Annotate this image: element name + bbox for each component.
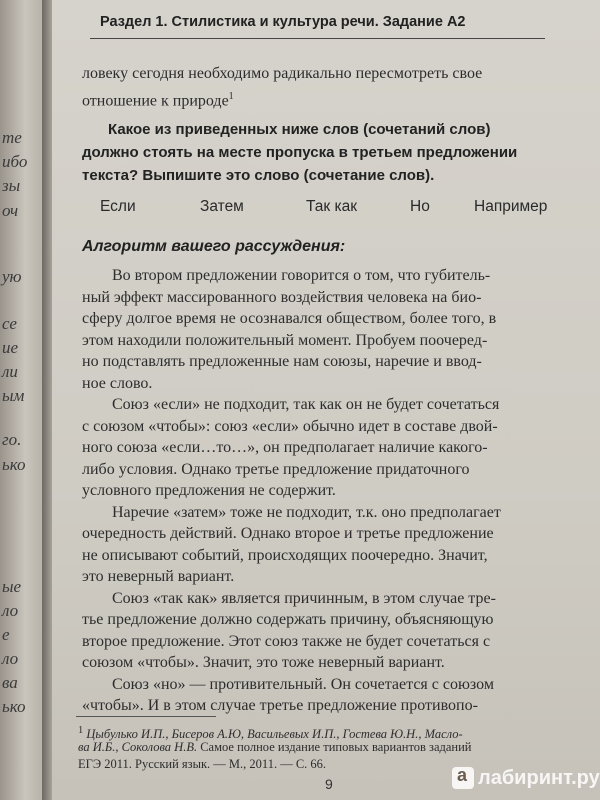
book-gutter [42,0,52,800]
paragraph-line: Союз «если» не подходит, так как он не будет сочетаться [112,396,500,413]
paragraph-line: Наречие «затем» тоже не подходит, т.к. оно предполагает [112,503,501,521]
answer-option: Если [100,198,136,215]
paragraph-line: ный эффект массированного воздействия человека на био- [82,288,482,306]
left-page-fragment: е [2,625,10,644]
header-divider [90,38,545,39]
paragraph-line: Во втором предложении говорится о том, что губитель- [112,267,491,284]
left-page-fragment: те [2,128,22,147]
left-page-fragment: ие [2,338,19,357]
left-page-fragment: ую [2,267,22,286]
left-page-fragment: ым [2,386,25,405]
algorithm-heading: Алгоритм вашего рассуждения: [82,238,346,255]
footnote-authors: ва И.Б., Соколова Н.В. [78,740,198,754]
footnote-title: Самое полное издание типовых вариантов заданий [197,740,472,754]
paragraph-line: сферу долгое время не осознавался обществом, более того, в [82,310,497,327]
left-page-fragment: ибо [2,152,28,171]
footnote-line: ЕГЭ 2011. Русский язык. — М., 2011. — С. 66. [78,757,327,771]
paragraph-line: тье предложение должно содержать причину, объясняющую [82,611,494,628]
answer-option: Например [474,198,548,215]
left-page-fragment: ло [2,601,19,620]
paragraph-line: это неверный вариант. [82,568,235,585]
labirint-logo-icon [452,767,474,789]
paragraph-line: условного предложения не содержит. [82,482,336,499]
footnote-line [78,739,472,756]
paragraph-line: не описывают событий, происходящих поочередно. Значит, [82,546,488,564]
running-header: Раздел 1. Стилистика и культура речи. Задание А2 [100,14,466,30]
paragraph-line: ного союза «если…то…», он предполагает наличие какого- [82,439,488,456]
paragraph-line: но подставлять предложенные нам союзы, наречие и ввод- [82,353,482,370]
paragraph-line: этом находили положительный момент. Пробуем поочеред- [82,331,488,349]
watermark [452,758,600,798]
footnote-mark: 1 [78,725,84,736]
left-page-edge [0,0,42,800]
paragraph-line: либо условия. Однако третье предложение придаточного [82,460,470,478]
answer-option: Но [410,198,430,215]
left-page-fragment: ва [2,673,18,692]
question-line: должно стоять на месте пропуска в третьем предложении [82,144,518,161]
watermark-text: лабиринт.ру [478,766,600,789]
footnote-authors: Цыбулько И.П., Бисеров А.Ю, Васильевых И.П., Гостева Ю.Н., Масло- [86,727,463,742]
paragraph-line: очередность действий. Однако второе и третье предложение [82,525,494,542]
intro-line: ловеку сегодня необходимо радикально пересмотреть свое [82,65,483,82]
paragraph-line: Союз «так как» является причинным, в этом случае тре- [112,589,496,607]
left-page-fragment: ые [2,577,22,596]
left-page-fragment: се [2,314,17,333]
answer-option: Так как [306,198,358,215]
intro-line: отношение к природе$^1$ [82,91,234,110]
answer-option: Затем [200,198,244,215]
left-page-fragment: ло [2,649,19,668]
footnote-ref: 1 [228,91,234,102]
left-page-fragment: ли [2,362,18,381]
paragraph-line: Союз «но» — противительный. Он сочетается с союзом [112,675,494,693]
left-page-fragment: оч [2,201,19,220]
paragraph-line: «чтобы». И в этом случае третье предложение противопо- [82,697,478,714]
paragraph-line: ное слово. [82,374,153,392]
left-page-fragment: го. [2,430,22,449]
question-line: текста? Выпишите это слово (сочетание слов). [82,167,435,184]
left-page-fragment: ько [2,455,26,474]
paragraph-line: союзом «чтобы». Значит, это тоже неверный вариант. [82,654,445,671]
left-page-fragment: зы [2,176,21,195]
paragraph-line: с союзом «чтобы»: союз «если» обычно идет в составе двой- [82,417,498,435]
page-number: 9 [325,776,333,792]
left-page-fragment: ько [2,697,26,716]
paragraph-line: второе предложение. Этот союз также не будет сочетаться с [82,632,491,650]
question-line: Какое из приведенных ниже слов (сочетаний слов) [108,121,491,138]
